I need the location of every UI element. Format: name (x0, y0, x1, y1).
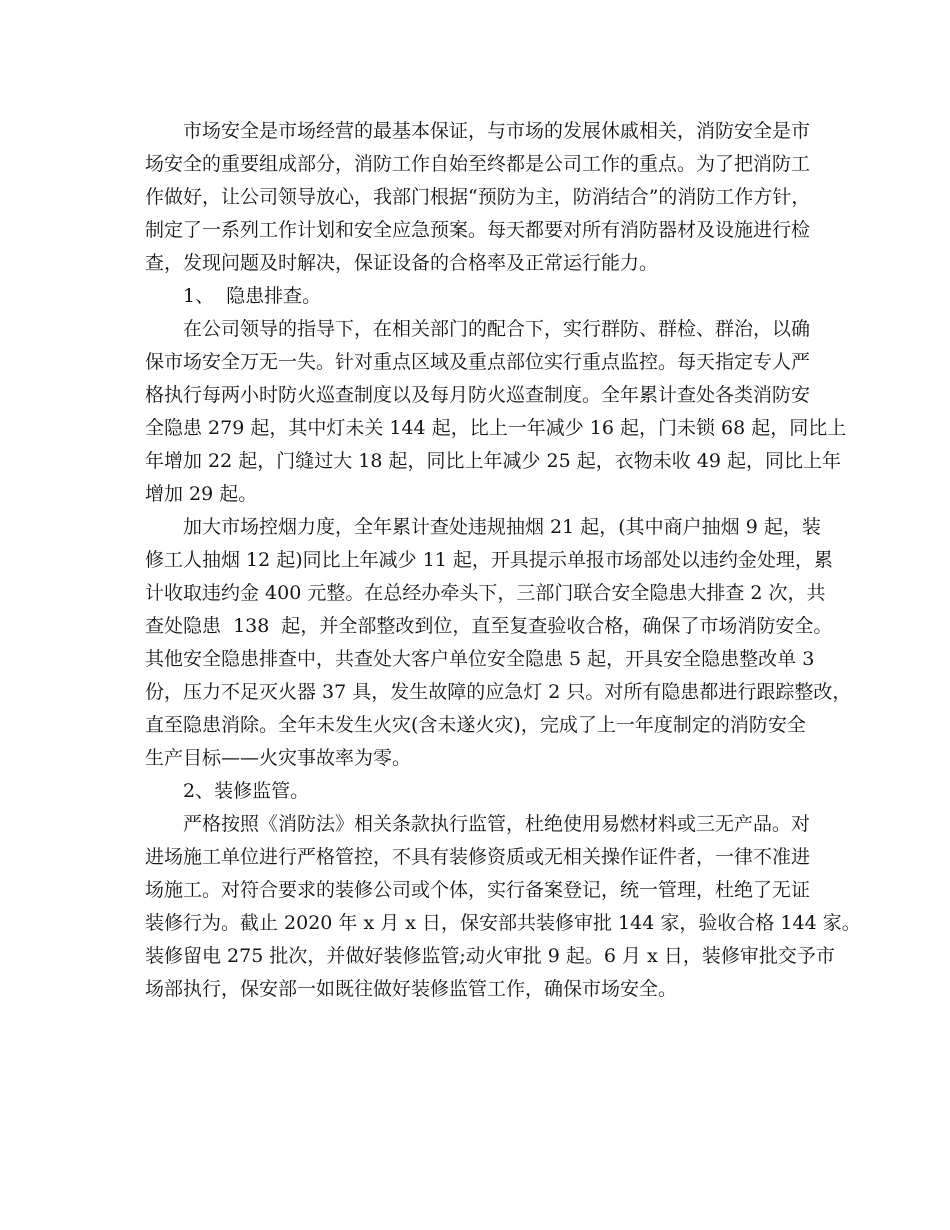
paragraph-line: 进场施工单位进行严格管控，不具有装修资质或无相关操作证件者，一律不准进 (145, 846, 811, 868)
paragraph-line: 场安全的重要组成部分，消防工作自始至终都是公司工作的重点。为了把消防工 (145, 153, 811, 175)
paragraph-line: 装修留电 275 批次，并做好装修监管;动火审批 9 起。6 月 x 日，装修审批交予市 (145, 945, 835, 967)
paragraph-line: 查，发现问题及时解决，保证设备的合格率及正常运行能力。 (145, 252, 659, 274)
paragraph-line: 修工人抽烟 12 起)同比上年减少 11 起，开具提示单报市场部处以违约金处理，累 (145, 549, 833, 571)
paragraph-line: 生产目标——火灾事故率为零。 (145, 747, 412, 769)
paragraph-line: 直至隐患消除。全年未发生火灾(含未遂火灾)，完成了上一年度制定的消防安全 (145, 714, 806, 736)
paragraph-line: 场部执行，保安部一如既往做好装修监管工作，确保市场安全。 (145, 978, 678, 1000)
paragraph-line: 在公司领导的指导下，在相关部门的配合下，实行群防、群检、群治，以确 (183, 318, 811, 340)
paragraph-line: 增加 29 起。 (145, 483, 258, 505)
section-heading: 2、装修监管。 (183, 780, 310, 802)
paragraph-line: 装修行为。截止 2020 年 x 月 x 日，保安部共装修审批 144 家，验收合格 144 家。 (145, 912, 861, 934)
paragraph-line: 年增加 22 起，门缝过大 18 起，同比上年减少 25 起，衣物未收 49 起，同比上年 (145, 450, 842, 472)
paragraph-line: 份，压力不足灭火器 37 具，发生故障的应急灯 2 只。对所有隐患都进行跟踪整改， (145, 681, 852, 703)
paragraph-line: 加大市场控烟力度，全年累计查处违规抽烟 21 起，(其中商户抽烟 9 起，装 (183, 516, 821, 538)
paragraph-line: 制定了一系列工作计划和安全应急预案。每天都要对所有消防器材及设施进行检 (145, 219, 811, 241)
paragraph-line: 保市场安全万无一失。针对重点区域及重点部位实行重点监控。每天指定专人严 (145, 351, 811, 373)
paragraph-line: 计收取违约金 400 元整。在总经办牵头下，三部门联合安全隐患大排查 2 次，共 (145, 582, 826, 604)
paragraph-line: 格执行每两小时防火巡查制度以及每月防火巡查制度。全年累计查处各类消防安 (145, 384, 811, 406)
paragraph-line: 市场安全是市场经营的最基本保证，与市场的发展休戚相关，消防安全是市 (183, 120, 811, 142)
section-heading: 1、 隐患排查。 (183, 285, 322, 307)
paragraph-line: 查处隐患 138 起，并全部整改到位，直至复查验收合格，确保了市场消防安全。 (145, 615, 833, 637)
paragraph-line: 其他安全隐患排查中，共查处大客户单位安全隐患 5 起，开具安全隐患整改单 3 (145, 648, 815, 670)
paragraph-line: 全隐患 279 起，其中灯未关 144 起，比上一年减少 16 起，门未锁 68 起，同比上 (145, 417, 847, 439)
paragraph-line: 场施工。对符合要求的装修公司或个体，实行备案登记，统一管理，杜绝了无证 (145, 879, 811, 901)
paragraph-line: 作做好，让公司领导放心，我部门根据“预防为主，防消结合”的消防工作方针， (145, 186, 811, 208)
paragraph-line: 严格按照《消防法》相关条款执行监管，杜绝使用易燃材料或三无产品。对 (183, 813, 811, 835)
